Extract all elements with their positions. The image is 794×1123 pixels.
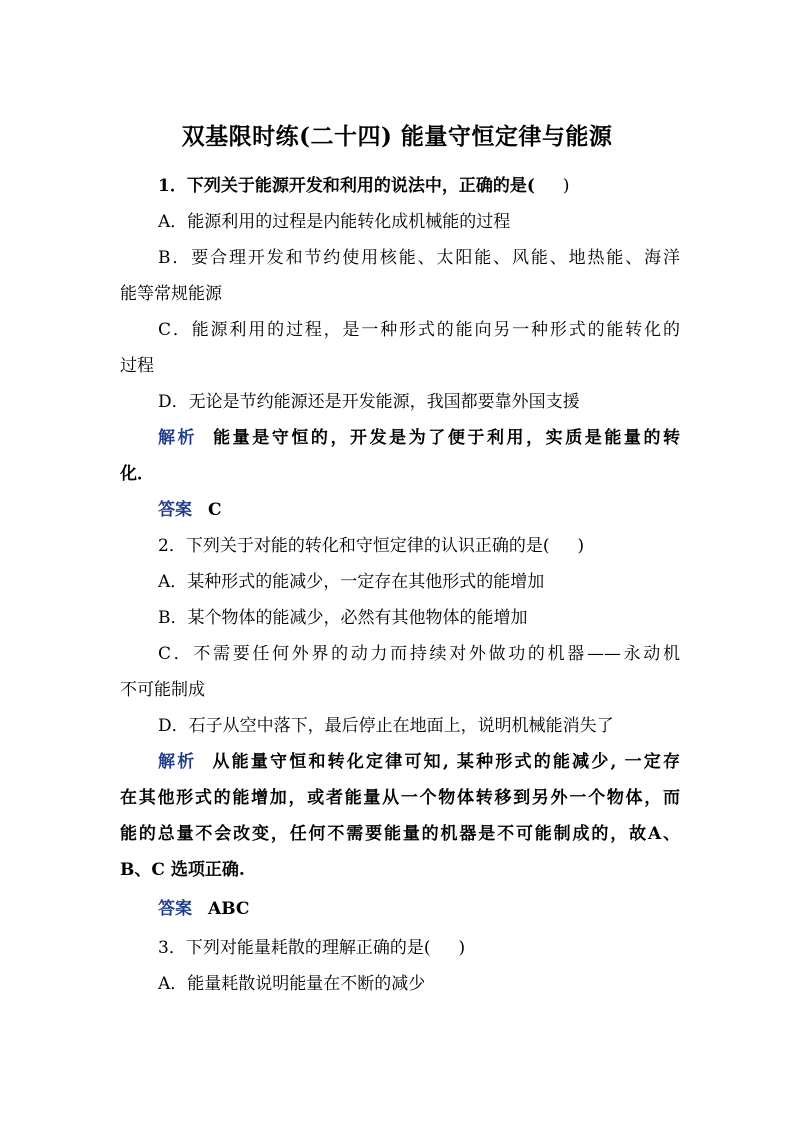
q1-option-b-line2: 能等常规能源 bbox=[120, 284, 222, 304]
q1-stem-close: ) bbox=[562, 176, 570, 196]
q2-answer bbox=[158, 898, 680, 920]
q2-stem bbox=[158, 535, 680, 557]
q1-answer bbox=[158, 499, 680, 521]
q2-analysis-label: 解析 bbox=[158, 752, 197, 772]
q1-option-c-line1: C．能源利用的过程，是一种形式的能向另一种形式的能转化的 bbox=[158, 320, 680, 340]
q2-answer-value: ABC bbox=[208, 899, 250, 919]
q1-option-d: D．无论是节约能源还是开发能源，我国都要靠外国支援 bbox=[158, 392, 580, 412]
q1-analysis-text: 能量是守恒的，开发是为了便于利用，实质是能量的转 bbox=[213, 428, 681, 448]
q3-stem-text: 3．下列对能量耗散的理解正确的是( bbox=[158, 938, 431, 958]
page-title: 双基限时练(二十四) 能量守恒定律与能源 bbox=[181, 123, 613, 150]
q2-stem-close: ) bbox=[577, 536, 585, 556]
q2-stem-text: 2．下列关于对能的转化和守恒定律的认识正确的是( bbox=[158, 536, 550, 556]
q1-option-a: A．能源利用的过程是内能转化成机械能的过程 bbox=[158, 212, 511, 232]
q3-stem bbox=[158, 937, 680, 959]
q2-analysis-line1 bbox=[158, 751, 680, 773]
q2-analysis-line2: 在其他形式的能增加，或者能量从一个物体转移到另外一个物体，而 bbox=[120, 788, 680, 808]
q2-answer-label: 答案 bbox=[158, 899, 192, 919]
q2-option-b: B．某个物体的能减少，必然有其他物体的能增加 bbox=[158, 608, 528, 628]
q2-option-a: A．某种形式的能减少，一定存在其他形式的能增加 bbox=[158, 572, 545, 592]
q2-analysis-line4: B、C 选项正确. bbox=[120, 860, 245, 880]
q3-option-a: A．能量耗散说明能量在不断的减少 bbox=[158, 974, 426, 994]
q1-option-c-line2: 过程 bbox=[120, 356, 154, 376]
q1-analysis-label: 解析 bbox=[158, 428, 198, 448]
q2-analysis-text: 从能量守恒和转化定律可知, 某种形式的能减少, 一定存 bbox=[212, 752, 680, 772]
q2-analysis-line3: 能的总量不会改变，任何不需要能量的机器是不可能制成的，故A、 bbox=[120, 824, 680, 844]
q1-stem bbox=[158, 175, 680, 197]
q2-option-c-line2: 不可能制成 bbox=[120, 680, 205, 700]
q1-option-b-line1: B．要合理开发和节约使用核能、太阳能、风能、地热能、海洋 bbox=[158, 248, 680, 268]
q2-option-d: D．石子从空中落下，最后停止在地面上，说明机械能消失了 bbox=[158, 716, 614, 736]
q3-stem-close: ) bbox=[458, 938, 466, 958]
q2-option-c-line1: C．不需要任何外界的动力而持续对外做功的机器——永动机 bbox=[158, 644, 680, 664]
q1-analysis-line2: 化． bbox=[120, 464, 154, 484]
q1-stem-text: 1．下列关于能源开发和利用的说法中，正确的是( bbox=[158, 176, 535, 196]
q1-answer-value: C bbox=[208, 500, 222, 520]
q1-answer-label: 答案 bbox=[158, 500, 192, 520]
q1-analysis-line1 bbox=[158, 427, 680, 449]
